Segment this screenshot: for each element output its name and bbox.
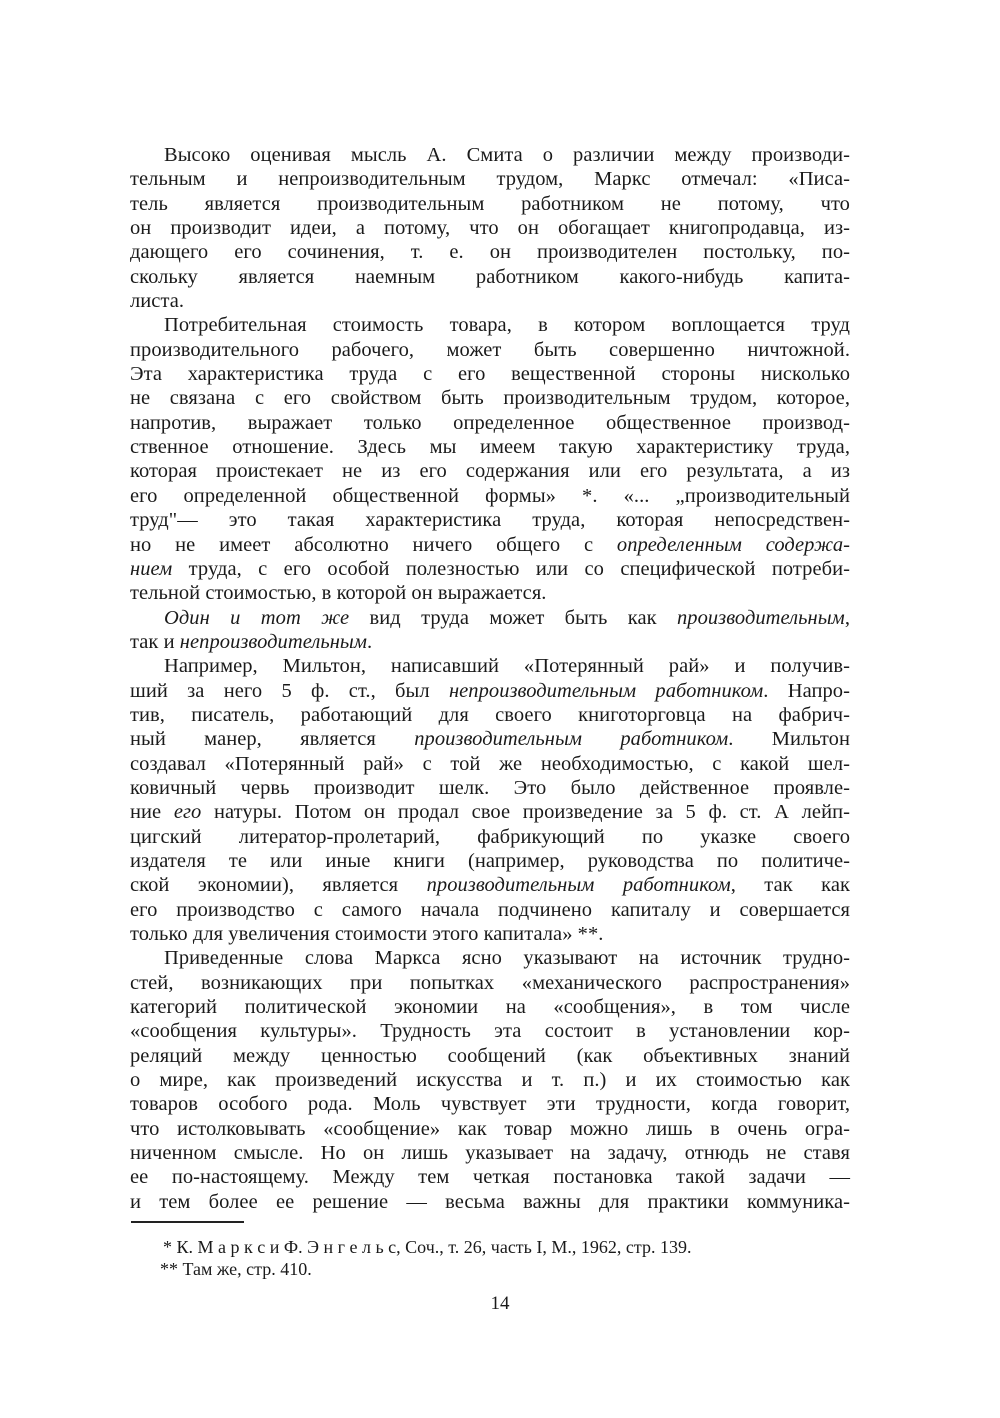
footnote-conjunction: и: [265, 1237, 284, 1257]
paragraph: [130, 946, 850, 1214]
text-line: тив, писатель, работающий для своего книготорговца на фабрич-: [130, 703, 850, 726]
text-line: [130, 557, 850, 581]
text-run: труда, с его особой полезностью или со специфической потреби-: [172, 557, 850, 580]
text-line: Высоко оценивая мысль А. Смита о различии между производи-: [164, 144, 850, 166]
footnote-separator-rule: [131, 1221, 244, 1223]
text-line: ственное отношение. Здесь мы имеем такую характеристику труда,: [130, 436, 850, 459]
italic-emphasis: производительным работником: [426, 874, 731, 897]
text-line: которая проистекает не из его содержания или его результата, а из: [130, 460, 850, 483]
text-run: .: [367, 630, 373, 653]
text-line: листа.: [130, 290, 185, 313]
text-line: товаров особого рода. Моль чувствует эти трудности, когда говорит,: [130, 1093, 850, 1116]
footnote-citation: , Соч., т. 26, часть I, М., 1962, стр. 139.: [396, 1237, 692, 1257]
text-line: «сообщения культуры». Трудность эта состоит в установлении кор-: [130, 1020, 850, 1043]
text-line: [130, 630, 850, 654]
paragraph: [130, 606, 850, 655]
text-line: тельной стоимостью, в которой он выражается.: [130, 582, 547, 605]
text-line: издателя те или иные книги (например, руководства по политиче-: [130, 849, 850, 872]
text-run: вид труда может быть как: [349, 606, 677, 629]
text-line: только для увеличения стоимости этого капитала» **.: [130, 923, 604, 945]
text-line: [130, 533, 850, 557]
paragraph: [130, 313, 850, 605]
text-line: его определенной общественной формы» *. «... „производительный: [130, 484, 850, 507]
page-number: 14: [490, 1293, 510, 1314]
text-line: он производит идеи, а потому, что он обогащает книгопродавца, из-: [130, 217, 850, 240]
text-run: ние: [130, 801, 174, 824]
footnote-author-engels: Ф. Э н г е л ь с: [283, 1237, 397, 1257]
text-line: о мире, как произведений искусства и т. п.) и их стоимостью как: [130, 1069, 850, 1092]
paragraph: [130, 654, 850, 946]
italic-emphasis: производительным: [676, 606, 845, 629]
footnote-author-marx: К. М а р к с: [176, 1237, 266, 1257]
footnote-marker: **: [160, 1259, 178, 1279]
text-line: напротив, выражает только определенное общественное производ-: [130, 411, 850, 434]
italic-emphasis: Один и тот же: [164, 606, 350, 629]
text-line: тель является производительным работником не потому, что: [130, 192, 850, 215]
text-line: скольку является наемным работником какого-нибудь капита-: [130, 265, 850, 288]
text-run: ,: [844, 606, 850, 629]
text-line: [130, 679, 850, 703]
text-line: и тем более ее решение — весьма важны для практики коммуника-: [130, 1190, 850, 1213]
body-text: [130, 143, 850, 1214]
text-line: производительного рабочего, может быть совершенно ничтожной.: [130, 338, 850, 361]
text-line: Эта характеристика труда с его вещественной стороны нисколько: [130, 363, 850, 386]
text-line: что истолковывать «сообщение» как товар можно лишь в очень огра-: [130, 1117, 850, 1140]
text-line: его производство с самого начала подчинено капиталу и совершается: [130, 898, 850, 921]
text-line: Приведенные слова Маркса ясно указывают на источник трудно-: [164, 947, 850, 970]
paragraph: [130, 143, 850, 313]
text-line: стей, возникающих при попытках «механического распространения»: [130, 971, 850, 994]
italic-emphasis: производительным работником: [414, 728, 729, 751]
text-line: [130, 606, 850, 630]
text-run: натуры. Потом он продал свое произведение за 5 ф. ст. А лейп-: [201, 801, 850, 824]
text-line: ее по-настоящему. Между тем четкая постановка такой задачи —: [130, 1166, 850, 1189]
text-line: Например, Мильтон, написавший «Потерянный рай» и получив-: [164, 655, 850, 678]
text-line: реляций между ценностью сообщений (как объективных знаний: [130, 1044, 850, 1067]
text-line: ниченном смысле. Но он лишь указывает на задачу, отнюдь не ставя: [130, 1142, 850, 1165]
text-run: , так как: [730, 874, 850, 897]
text-line: труд"— это такая характеристика труда, которая непосредствен-: [130, 509, 850, 532]
italic-emphasis: непроизводительным: [179, 630, 367, 653]
text-run: . Мильтон: [728, 728, 850, 751]
text-run: ший за него 5 ф. ст., был: [130, 679, 449, 702]
text-line: ковичный червь производит шелк. Это было действенное проявле-: [130, 776, 850, 799]
text-line: тельным и непроизводительным трудом, Маркс отмечал: «Писа-: [130, 168, 850, 191]
text-line: [130, 800, 850, 824]
text-line: [130, 727, 850, 751]
footnote-2: [160, 1258, 863, 1280]
footnote-1: [163, 1236, 863, 1258]
footnote-citation: Там же, стр. 410.: [178, 1259, 312, 1279]
italic-emphasis: его: [173, 801, 202, 824]
italic-emphasis: определенным содержа-: [616, 533, 850, 556]
text-run: так и: [130, 630, 180, 653]
footnote-marker: *: [163, 1237, 172, 1257]
text-line: создавал «Потерянный рай» с той же необходимостью, с какой шел-: [130, 752, 850, 775]
italic-emphasis: непроизводительным работником: [448, 679, 764, 702]
text-line: Потребительная стоимость товара, в котором воплощается труд: [164, 314, 850, 337]
text-line: дающего его сочинения, т. е. он производителен постольку, по-: [130, 241, 850, 264]
italic-emphasis: нием: [130, 557, 173, 580]
text-run: ный манер, является: [130, 728, 415, 751]
text-line: не связана с его свойством быть производительным трудом, которое,: [130, 387, 850, 410]
text-run: но не имеет абсолютно ничего общего с: [130, 533, 617, 556]
text-run: ской экономии), является: [130, 874, 427, 897]
text-run: . Напро-: [763, 679, 850, 702]
footnotes: [160, 1236, 863, 1280]
text-line: [130, 873, 850, 897]
text-line: категорий политической экономии на «сообщения», в том числе: [130, 996, 850, 1019]
text-line: цигский литератор-пролетарий, фабрикующий по указке своего: [130, 825, 850, 848]
